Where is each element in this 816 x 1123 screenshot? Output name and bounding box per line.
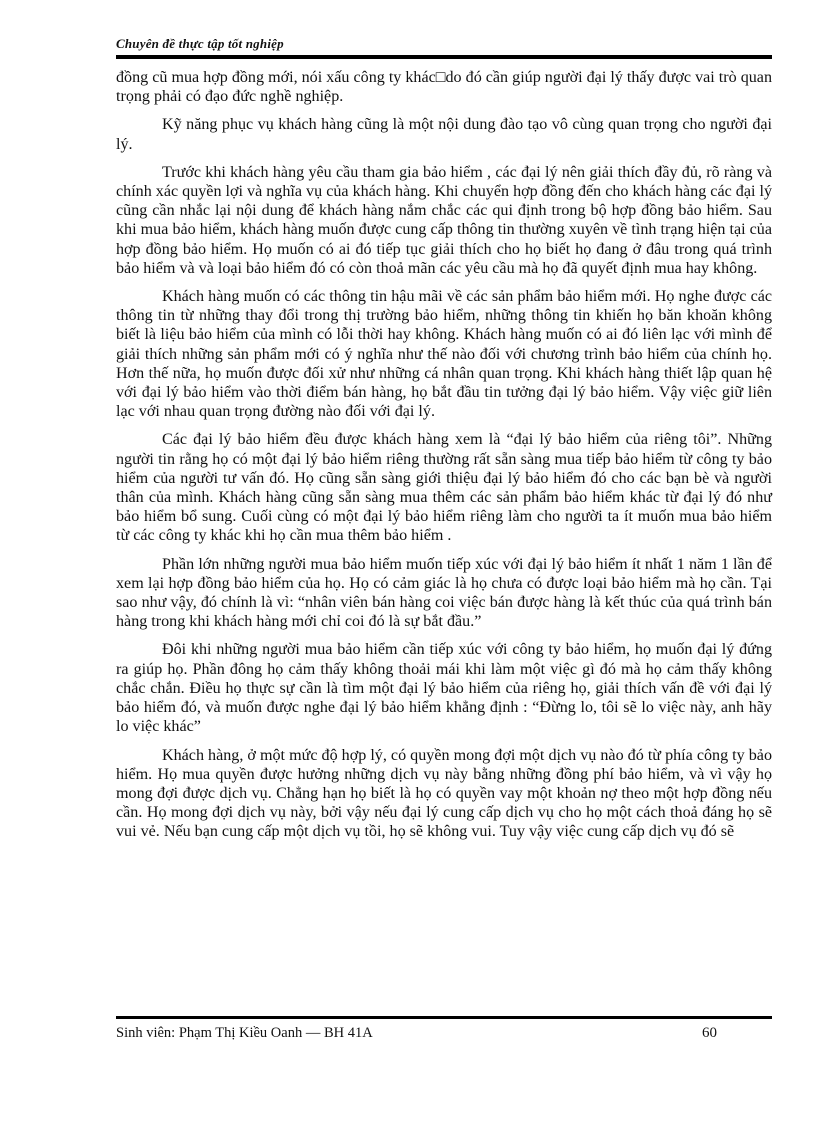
body-paragraph: Khách hàng, ở một mức độ hợp lý, có quyền mong đợi một dịch vụ nào đó từ phía công ty bảo hiểm. Họ mua quyền được hưởng những dịch vụ này bằng những đồng phí bảo hiểm, và vì vậy họ mong đợi được dịch vụ. Chẳng hạn họ biết là họ có quyền vay một khoản nợ theo một hợp đồng nếu cần. Họ mong đợi dịch vụ này, bởi vậy nếu đại lý cung cấp dịch vụ cho họ một cách thoả đáng họ sẽ vui vẻ. Nếu bạn cung cấp một dịch vụ tồi, họ sẽ không vui. Tuy vậy việc cung cấp dịch vụ đó sẽ [116, 746, 772, 841]
footer-student-info: Sinh viên: Phạm Thị Kiều Oanh — BH 41A [116, 1025, 373, 1041]
footer-divider [116, 1016, 772, 1019]
body-paragraph: Khách hàng muốn có các thông tin hậu mãi về các sản phẩm bảo hiểm mới. Họ nghe được các thông tin từ những thay đổi trong thị trường bảo hiểm, những thông tin khiến họ băn khoăn không biết là liệu bảo hiểm của mình có lỗi thời hay không. Khách hàng muốn có ai đó liên lạc với mình để giải thích những sản phẩm mới có ý nghĩa như thế nào đối với chương trình bảo hiểm của chính họ. Hơn thế nữa, họ muốn được đối xử như những cá nhân quan trọng. Khi khách hàng thiết lập quan hệ với đại lý bảo hiểm vào thời điểm bán hàng, họ bắt đầu tin tưởng đại lý bảo hiểm. Vậy việc giữ liên lạc với nhau quan trọng đường nào đối với đại lý. [116, 288, 772, 421]
page-number: 60 [702, 1025, 717, 1041]
body-paragraph: Phần lớn những người mua bảo hiểm muốn tiếp xúc với đại lý bảo hiểm ít nhất 1 năm 1 lần để xem lại hợp đồng bảo hiểm của họ. Họ có cảm giác là họ chưa có được loại bảo hiểm mà họ cần. Tại sao như vậy, đó chính là vì: “nhân viên bán hàng coi việc bán được hàng là kết thúc của quá trình bán hàng trong khi khách hàng mới chỉ coi đó là sự bắt đầu.” [116, 555, 772, 631]
page-body [116, 68, 772, 851]
footer-row [116, 1025, 772, 1045]
page-header [116, 36, 772, 59]
header-title: Chuyên đề thực tập tốt nghiệp [116, 36, 284, 51]
body-paragraph: Đôi khi những người mua bảo hiểm cần tiếp xúc với công ty bảo hiểm, họ muốn đại lý đứng ra giúp họ. Phần đông họ cảm thấy không thoải mái khi làm một việc gì đó mà họ cảm thấy không chắc chắn. Điều họ thực sự cần là tìm một đại lý bảo hiểm của riêng họ, giải thích vấn đề với đại lý bảo hiểm đó, và muốn được nghe đại lý bảo hiểm khẳng định : “Đừng lo, tôi sẽ lo việc này, anh hãy lo việc khác” [116, 641, 772, 736]
body-paragraph: đồng cũ mua hợp đồng mới, nói xấu công ty khác□do đó cần giúp người đại lý thấy được vai trò quan trọng phải có đạo đức nghề nghiệp. [116, 69, 772, 106]
body-paragraph: Các đại lý bảo hiểm đều được khách hàng xem là “đại lý bảo hiểm của riêng tôi”. Những người tin rằng họ có một đại lý bảo hiểm riêng thường rất sẵn sàng mua tiếp bảo hiểm từ công ty bảo hiểm của người tư vấn đó. Họ cũng sẵn sàng giới thiệu đại lý bảo hiểm đó cho các bạn bè và người thân của mình. Khách hàng cũng sẵn sàng mua thêm các sản phẩm bảo hiểm khác từ đại lý đó như bảo hiểm bổ sung. Cuối cùng có một đại lý bảo hiểm riêng làm cho người ta ít muốn mua bảo hiểm từ các công ty khác khi họ cần mua thêm bảo hiểm . [116, 431, 772, 545]
body-paragraph: Trước khi khách hàng yêu cầu tham gia bảo hiểm , các đại lý nên giải thích đầy đủ, rõ ràng và chính xác quyền lợi và nghĩa vụ của khách hàng. Khi chuyển hợp đồng đến cho khách hàng các đại lý cũng cần nhắc lại nội dung để khách hàng nắm chắc các qui định trong bộ hợp đồng bảo hiểm. Sau khi mua bảo hiểm, khách hàng muốn được cung cấp thông tin thường xuyên về tình trạng hiện tại của hợp đồng bảo hiểm. Họ muốn có ai đó tiếp tục giải thích cho họ biết họ đang ở đâu trong quá trình bảo hiểm và và loại bảo hiểm đó có còn thoả mãn các yêu cầu mà họ đã quyết định mua hay không. [116, 163, 772, 277]
body-paragraph: Kỹ năng phục vụ khách hàng cũng là một nội dung đào tạo vô cùng quan trọng cho người đại lý. [116, 116, 772, 153]
page-footer [116, 1016, 772, 1045]
header-divider [116, 55, 772, 59]
